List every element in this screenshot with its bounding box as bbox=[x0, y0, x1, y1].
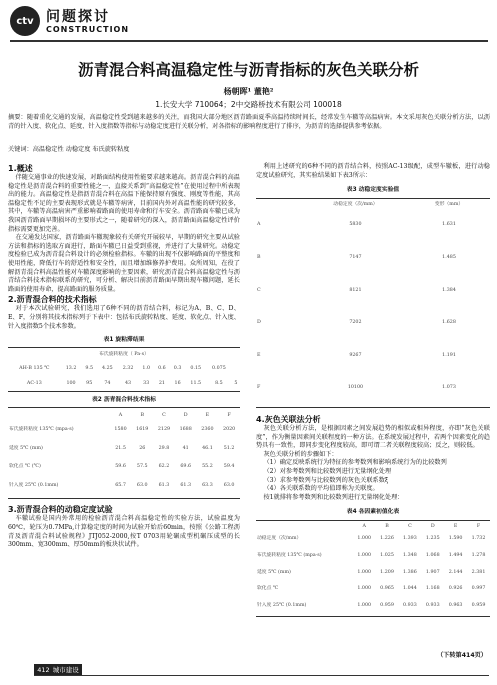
table-4-bottom-rule bbox=[256, 616, 490, 617]
section-1-title: 1.概述 bbox=[8, 164, 33, 173]
paper-abstract: 摘要：随着重化交通的发展，高温稳定性受到越来越多的关注，而我国大部分地区沥青路面夏季高温持续时间长，经常发生车辙等高温病害。本文采用灰色关联分析方法，以沥青的针入度、软化点、延度、针入度指数等指标与动稳定度进行关联分析，对各指标的影响程度进行了排序，为沥青的选择提供参考依据。 bbox=[8, 114, 490, 131]
table-4-top-rule bbox=[256, 520, 490, 521]
table-row: 动稳定度（次/mm） 1.000 1.226 1.393 1.235 1.590 1.732 bbox=[257, 536, 486, 542]
column-title-cn: 问题探讨 bbox=[46, 9, 110, 25]
table-1-header: 布氏旋转粘度（ Pa·s） bbox=[99, 351, 149, 357]
section-2-title: 2.沥青混合料的技术指标 bbox=[8, 295, 97, 305]
left-column bbox=[8, 163, 240, 550]
table-2-top-rule bbox=[8, 407, 240, 408]
footer-divider bbox=[34, 675, 489, 676]
table-row: 延度 5℃ (mm) 1.000 1.209 1.386 1.907 2.144 2.381 bbox=[257, 569, 486, 575]
column-title-en: CONSTRUCTION bbox=[46, 25, 130, 34]
continued-note: （下转第414页） bbox=[436, 652, 487, 659]
header-divider bbox=[10, 40, 488, 42]
section-1-para-1: 伴随交通事业的快速发展，对路面结构使用性能要求越来越高。沥青混合料的高温稳定性是沥青混合料的重要性能之一，直接关系到“高温稳定性”在使用过程中所表现出的能力。高温稳定性是指沥青混合料在高温下能保持原有强度、刚度等性能，其高温稳定性不足的主要表现形式就是车辙等病害，目前国内外对高温性能的研究较多，其中，车辙等高温病害严重影响着路面的使用寿命和行车安全。沥青路面车辙已成为我国沥青路面早期损坏的主要形式之一，随着研究的深入，沥青路面高温稳定性评价指标需要更加完善。 bbox=[8, 174, 240, 233]
table-2 bbox=[8, 411, 240, 495]
table-row: 软化点 ℃ (℃) 59.6 57.5 62.2 69.6 55.2 59.4 bbox=[9, 464, 235, 470]
section-1-para-2: 在交通发达国家，沥青路面车辙现象较有关研究开展较早，早期的研究主要从试验方法和指标的选取方面进行，路面车辙已日益受到重视，并进行了大量研究。动稳定度检验已成为沥青混合料设计的必须检验指标。车辙的出现不仅影响路面的平整度和使用性能，降低行车的舒适性和安全性，而且增加维修养护费用。众所周知，在役了解沥青混合料高温性能对车辙深度影响的主要因素，研究沥青混合料高温稳定性与沥青结合料技术指标联系的研究，可分析、解决目前沥青路面早期出现车辙问题，延长路面的使用寿命，提高路面的服务质量。 bbox=[8, 234, 240, 293]
section-4-para-2: 灰色关联分析的步骤如下： bbox=[263, 450, 338, 458]
table-row: C 8121 1.384 bbox=[257, 287, 456, 293]
section-4-after: 按1就排将参考数列和比较数列进行无量纲化处理： bbox=[263, 493, 404, 501]
table-3 bbox=[256, 201, 490, 405]
table-row: 布氏旋转粘度 135℃ (mpa·s) 1580 1619 2129 1688 2360 2020 bbox=[9, 427, 236, 433]
page-footer-badge bbox=[34, 664, 82, 675]
section-2-para: 对于本次试验研究，我们选用了6种不同的沥青结合料，标记为A、B、C、D、E、F，分别将其技术指标列于下表中：包括布氏旋转粘度、延度、软化点、针入度、针入度指数5个技术参数。 bbox=[8, 305, 240, 330]
right-column bbox=[256, 163, 490, 617]
table-row: AC-13 100 95 74 43 33 21 16 11.5 8.5 5 bbox=[26, 380, 238, 386]
table-header-row: 动稳定度（次/mm） 变形（mm） bbox=[333, 201, 464, 207]
section-3-title: 3.沥青混合料的动稳定度试验 bbox=[8, 505, 113, 515]
right-intro-para: 利用上述研究的6种不同的沥青结合料，按照AC-13级配，成型车辙板，进行动稳定度试验研究，其实验结果如下表3所示： bbox=[256, 163, 490, 179]
section-3-para: 车辙试验是国内外常用的检验沥青混合料高温稳定性的实验方法，试验温度为60℃，轮压为0.7MPa,计算稳定度的时间为试验开始后60min，按照《公路工程沥青及沥青混合料试验规程》JTJ052-2000,按T 0703用轮碾成型机碾压成型的长300mm、宽300mm、厚50mm的板块状试件。 bbox=[8, 515, 240, 549]
table-3-top-rule bbox=[256, 198, 490, 199]
table-row: 布氏旋转粘度 135℃ (mpa·s) 1.000 1.025 1.348 1.068 1.494 1.278 bbox=[257, 553, 486, 559]
table-row: A 5830 1.631 bbox=[257, 222, 456, 228]
table-row: E 9267 1.191 bbox=[257, 352, 456, 358]
table-row: 延度 5℃ (mm) 21.5 26 29.8 41 46.1 51.2 bbox=[9, 445, 235, 451]
journal-logo: ctv bbox=[10, 6, 40, 36]
table-2-caption: 表2 沥青混合料技术指标 bbox=[91, 397, 157, 404]
table-1-caption: 表1 旋粘滞结果 bbox=[103, 337, 145, 344]
paper-keywords: 关键词：高温稳定性 动稳定度 布氏旋转粘度 bbox=[8, 146, 130, 153]
section-4-para-1: 灰色关联分析方法，是根据因素之间发展趋势的相似或相异程度，亦即“灰色关联度”，作为衡量因素间关联程度的一种方法。在系统发展过程中，若两个因素变化的趋势具有一致性，即同步变化程度较高，即可谓二者关联程度较高；反之，则较低。 bbox=[256, 424, 490, 450]
table-row: D 7202 1.628 bbox=[257, 320, 456, 326]
paper-authors: 杨朝晖¹ 董艳² bbox=[223, 86, 274, 96]
table-row: F 10100 1.073 bbox=[257, 385, 456, 391]
journal-name: 城市建设 bbox=[52, 666, 79, 674]
table-row: 针入度 25℃ (0.1mm) 65.7 63.0 61.3 61.3 63.3 63.0 bbox=[9, 482, 235, 488]
table-row: B 7147 1.485 bbox=[257, 254, 456, 260]
table-row: AH-B 135 ℃ 13.2 9.5 4.25 2.32 1.0 0.6 0.3 0.15 0.075 bbox=[19, 366, 226, 372]
table-1 bbox=[8, 365, 240, 388]
paper-title: 沥青混合料高温稳定性与沥青指标的灰色关联分析 bbox=[77, 60, 419, 79]
section-4-step-3: （3）求参考数列与比较数列的灰色关联系数ξ bbox=[263, 476, 389, 484]
section-4-step-1: （1）确定反映系统行为特征的参考数列和影响系统行为的比较数列 bbox=[263, 459, 447, 467]
table-row: 软化点 ℃ 1.000 0.965 1.044 1.168 0.926 0.997 bbox=[257, 586, 486, 592]
table-header-row: A B C D E F bbox=[362, 523, 481, 529]
table-4 bbox=[256, 523, 490, 615]
table-header-row: A B C D E F bbox=[118, 412, 231, 418]
page-number: 412 bbox=[37, 665, 50, 674]
section-4-step-2: （2）对参考数列和比较数列进行无量纲化处理 bbox=[263, 467, 392, 475]
section-4-step-4: （4）各关联系数的平均值即称为关联度。 bbox=[263, 485, 379, 493]
table-4-caption: 表4 各因素初值化表 bbox=[346, 509, 400, 516]
section-4-title: 4.灰色关联法分析 bbox=[256, 414, 321, 424]
table-3-caption: 表3 动稳定度实验值 bbox=[346, 187, 400, 194]
paper-affiliation: 1.长安大学 710064；2中交路桥技术有限公司 100018 bbox=[155, 100, 342, 109]
table-row: 针入度 25℃ (0.1mm) 1.000 0.959 0.933 0.933 0.963 0.959 bbox=[257, 602, 486, 608]
